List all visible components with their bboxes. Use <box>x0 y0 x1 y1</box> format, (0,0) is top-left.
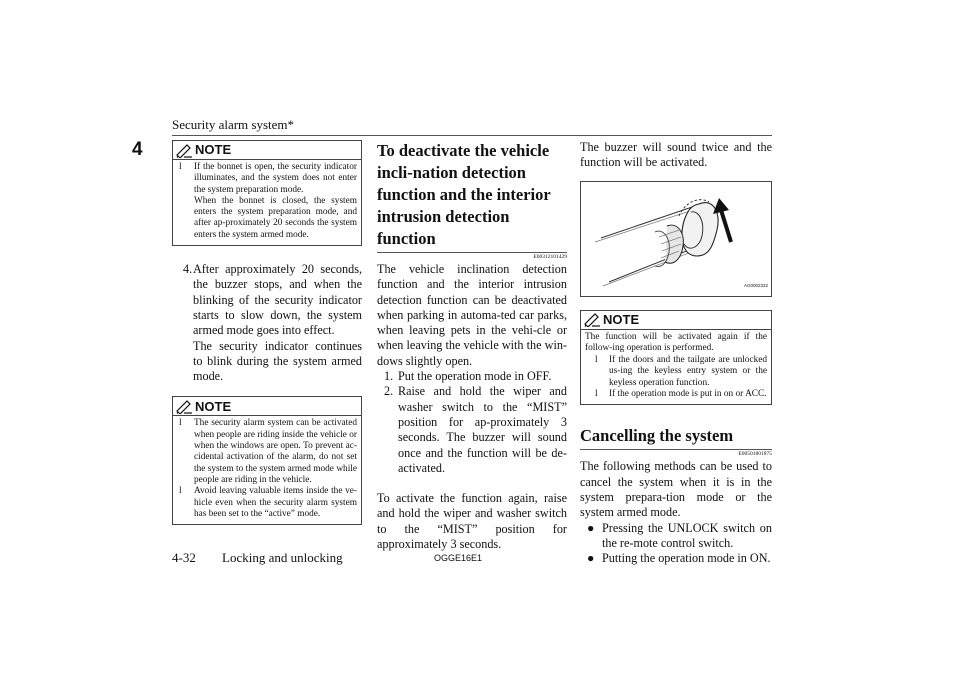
chapter-tab: 4 <box>132 139 143 160</box>
step-text: The security indicator continues to blink during the system armed mode. <box>193 338 362 384</box>
step-text: After approximately 20 seconds, the buzzer stops, and when the blinking of the security indicator starts to slow down, the system armed mode goes into effect. <box>193 262 362 338</box>
note-bullet-item <box>177 486 357 520</box>
note-text: The security alarm system can be activated when people are riding inside the vehicle or when the windows are open. To prevent ac-cidental activation of the alarm, do not set the system to the system armed mode while people are riding in the vehicle. <box>194 418 357 485</box>
note-text: The function will be activated again if the follow-ing operation is performed. <box>585 331 767 353</box>
section-code: E00501801875 <box>738 451 772 458</box>
step-item <box>172 262 362 384</box>
figure-code: AG0002332 <box>743 283 768 289</box>
section-code: E00312101429 <box>533 254 567 260</box>
list-item <box>580 521 772 552</box>
note-text: If the bonnet is open, the security indicator illuminates, and the system does not enter the system preparation mode. <box>194 162 357 195</box>
note-box <box>172 396 362 525</box>
note-bullet-item <box>585 389 767 400</box>
right-column <box>580 140 772 566</box>
note-title: NOTE <box>603 311 640 327</box>
note-box <box>580 310 772 406</box>
section-heading: To deactivate the vehicle incli-nation detection function and the interior intrusion detection function <box>377 141 551 248</box>
note-header <box>581 311 771 330</box>
step-item <box>377 384 567 476</box>
note-body <box>173 160 361 245</box>
step-number: 1. <box>384 369 394 384</box>
note-header <box>173 141 361 160</box>
wiper-switch-illustration <box>580 181 772 297</box>
chapter-name: Locking and unlocking <box>222 550 343 565</box>
running-head: Security alarm system* <box>172 117 295 132</box>
note-bullet-item <box>177 162 357 241</box>
bullet-marker: l <box>595 355 598 366</box>
body-text: The buzzer will sound twice and the function will be activated. <box>580 140 772 170</box>
note-text: Avoid leaving valuable items inside the ve-hicle even when the security alarm system has been set to the “active” mode. <box>194 486 357 519</box>
body-text: To activate the function again, raise and hold the wiper and washer switch to the “MIST” position for approximately 3 seconds. <box>377 491 567 552</box>
header-rule <box>172 135 772 136</box>
note-pencil-icon <box>175 143 194 158</box>
note-box <box>172 140 362 246</box>
bullet-marker: l <box>595 389 598 400</box>
document-code: OGGE16E1 <box>434 553 483 563</box>
note-title: NOTE <box>195 398 232 414</box>
page-number: 4-32 <box>172 550 196 565</box>
note-bullet-item <box>177 418 357 486</box>
note-text: If the operation mode is put in on or ACC. <box>609 389 767 400</box>
middle-column <box>377 140 567 552</box>
list-item <box>580 551 772 566</box>
left-column <box>172 140 362 535</box>
bullet-marker: l <box>179 162 182 172</box>
note-pencil-icon <box>583 312 602 327</box>
step-number: 2. <box>384 384 394 399</box>
body-text: The vehicle inclination detection function and the interior intrusion detection function can be deactivated when parking in automa-ted car parks, when leaving pets in the vehi-cle or when leaving the vehicle with the win-dows slightly open. <box>377 262 567 368</box>
step-item <box>377 369 567 384</box>
note-pencil-icon <box>175 399 194 414</box>
section-heading: Cancelling the system <box>580 426 734 446</box>
bullet-marker: ● <box>587 520 595 535</box>
step-text: Put the operation mode in OFF. <box>398 369 552 384</box>
bullet-marker: ● <box>587 551 595 566</box>
bullet-marker: l <box>179 418 182 429</box>
note-header <box>173 397 361 416</box>
note-body <box>173 416 361 524</box>
list-item-text: Putting the operation mode in ON. <box>602 551 771 566</box>
note-text: When the bonnet is closed, the system enters the system preparation mode, and after ap-proximately 20 seconds the system enters the system armed mode. <box>194 195 357 240</box>
step-text: Raise and hold the wiper and washer switch to the “MIST” position for ap-proximately 3 seconds. The buzzer will sound once and the function will be de-activated. <box>398 384 567 475</box>
list-item-text: Pressing the UNLOCK switch on the re-mote control switch. <box>602 520 772 550</box>
bullet-marker: l <box>179 486 182 497</box>
note-bullet-item <box>585 355 767 389</box>
note-text: If the doors and the tailgate are unlocked us-ing the keyless entry system or the keyless operation function. <box>609 355 767 388</box>
note-body <box>581 330 771 405</box>
body-text: The following methods can be used to cancel the system when it is in the system prepara-tion mode or the system armed mode. <box>580 459 772 520</box>
step-number: 4. <box>183 262 193 277</box>
note-title: NOTE <box>195 142 232 158</box>
